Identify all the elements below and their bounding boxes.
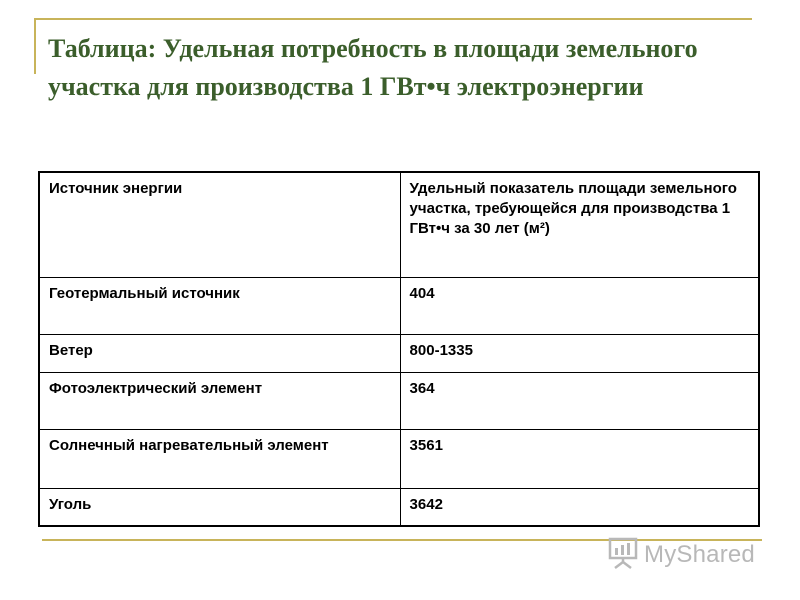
column-header-source: Источник энергии [39, 172, 400, 278]
land-use-table [38, 171, 760, 527]
cell-source: Солнечный нагревательный элемент [39, 430, 400, 489]
top-accent-line [34, 18, 752, 20]
table-row [39, 373, 759, 430]
table-row [39, 278, 759, 335]
cell-value: 364 [400, 373, 759, 430]
table-row [39, 335, 759, 373]
cell-source: Геотермальный источник [39, 278, 400, 335]
table-header-row [39, 172, 759, 278]
cell-value: 3642 [400, 489, 759, 527]
table-row [39, 489, 759, 527]
cell-source: Фотоэлектрический элемент [39, 373, 400, 430]
cell-value: 800-1335 [400, 335, 759, 373]
left-accent-line [34, 18, 36, 74]
column-header-area: Удельный показатель площади земельного участка, требующейся для производства 1 ГВт•ч за 30 лет (м²) [400, 172, 759, 278]
presentation-board-icon [608, 537, 638, 574]
cell-value: 404 [400, 278, 759, 335]
table-row [39, 430, 759, 489]
cell-value: 3561 [400, 430, 759, 489]
slide-title: Таблица: Удельная потребность в площади земельного участка для производства 1 ГВт•ч электроэнергии [48, 34, 698, 101]
myshared-watermark [608, 538, 755, 572]
watermark-text: MyShared [644, 541, 755, 568]
cell-source: Уголь [39, 489, 400, 527]
cell-source: Ветер [39, 335, 400, 373]
